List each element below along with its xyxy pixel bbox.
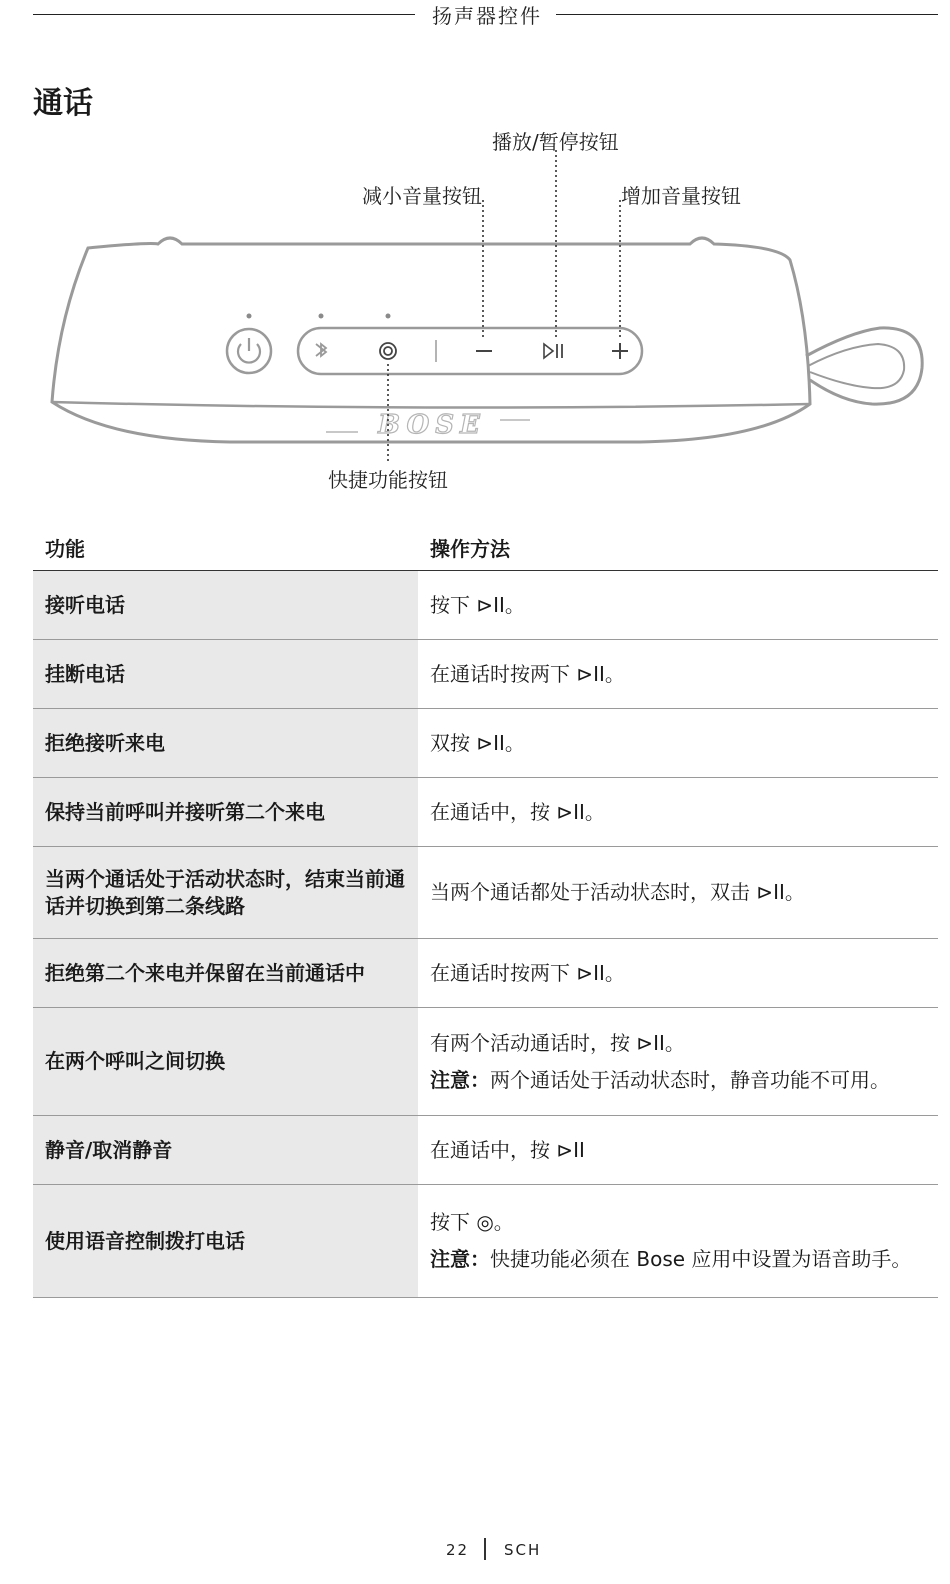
table-row bbox=[33, 778, 938, 847]
note-text: 快捷功能必须在 Bose 应用中设置为语音助手。 bbox=[490, 1247, 912, 1271]
method-text: 按下 ◎。 bbox=[430, 1210, 514, 1234]
header-title: 扬声器控件 bbox=[432, 4, 542, 28]
column-header-method: 操作方法 bbox=[418, 525, 938, 571]
callout-play-pause: 播放/暂停按钮 bbox=[492, 130, 619, 154]
table-row bbox=[33, 939, 938, 1008]
function-cell: 接听电话 bbox=[33, 571, 418, 640]
function-cell: 使用语音控制拨打电话 bbox=[33, 1185, 418, 1298]
callout-volume-down: 减小音量按钮 bbox=[362, 184, 482, 208]
method-cell: 按下 ⊳II。 bbox=[418, 571, 938, 640]
function-cell: 当两个通话处于活动状态时，结束当前通话并切换到第二条线路 bbox=[33, 847, 418, 939]
method-cell: 在通话时按两下 ⊳II。 bbox=[418, 939, 938, 1008]
method-cell bbox=[418, 1008, 938, 1116]
speaker-figure bbox=[0, 120, 950, 500]
header-rule-right bbox=[556, 14, 938, 15]
call-controls-table bbox=[33, 525, 938, 1298]
method-cell: 在通话时按两下 ⊳II。 bbox=[418, 640, 938, 709]
table-header-row bbox=[33, 525, 938, 571]
table-row bbox=[33, 847, 938, 939]
function-cell: 静音/取消静音 bbox=[33, 1116, 418, 1185]
header-rule-left bbox=[33, 14, 415, 15]
bluetooth-indicator-dot bbox=[319, 314, 324, 319]
shortcut-indicator-dot bbox=[386, 314, 391, 319]
method-cell: 双按 ⊳II。 bbox=[418, 709, 938, 778]
language-code: SCH bbox=[504, 1541, 542, 1559]
table-row bbox=[33, 1185, 938, 1298]
method-cell bbox=[418, 1185, 938, 1298]
function-cell: 保持当前呼叫并接听第二个来电 bbox=[33, 778, 418, 847]
page-number: 22 bbox=[446, 1541, 470, 1559]
power-button[interactable] bbox=[227, 329, 271, 373]
section-title: 通话 bbox=[33, 86, 93, 121]
table-row bbox=[33, 1116, 938, 1185]
method-cell: 在通话中，按 ⊳II bbox=[418, 1116, 938, 1185]
note-text: 两个通话处于活动状态时，静音功能不可用。 bbox=[490, 1067, 890, 1092]
footer-divider bbox=[484, 1538, 486, 1560]
column-header-function: 功能 bbox=[33, 525, 418, 571]
callout-shortcut: 快捷功能按钮 bbox=[328, 468, 448, 492]
note-label: 注意： bbox=[430, 1247, 490, 1271]
control-strip bbox=[298, 328, 642, 374]
function-cell: 在两个呼叫之间切换 bbox=[33, 1008, 418, 1116]
method-note bbox=[430, 1246, 926, 1273]
function-cell: 拒绝第二个来电并保留在当前通话中 bbox=[33, 939, 418, 1008]
speaker-illustration bbox=[0, 120, 950, 500]
method-text: 有两个活动通话时，按 ⊳II。 bbox=[430, 1030, 685, 1055]
note-label: 注意： bbox=[430, 1067, 490, 1092]
method-cell: 当两个通话都处于活动状态时，双击 ⊳II。 bbox=[418, 847, 938, 939]
callout-volume-up: 增加音量按钮 bbox=[621, 184, 741, 208]
function-cell: 拒绝接听来电 bbox=[33, 709, 418, 778]
function-cell: 挂断电话 bbox=[33, 640, 418, 709]
table-row bbox=[33, 1008, 938, 1116]
power-indicator-dot bbox=[247, 314, 252, 319]
svg-text:BOSE: BOSE bbox=[378, 410, 486, 440]
table-row bbox=[33, 571, 938, 640]
method-cell: 在通话中，按 ⊳II。 bbox=[418, 778, 938, 847]
table-row bbox=[33, 640, 938, 709]
table-row bbox=[33, 709, 938, 778]
method-note bbox=[430, 1067, 926, 1094]
